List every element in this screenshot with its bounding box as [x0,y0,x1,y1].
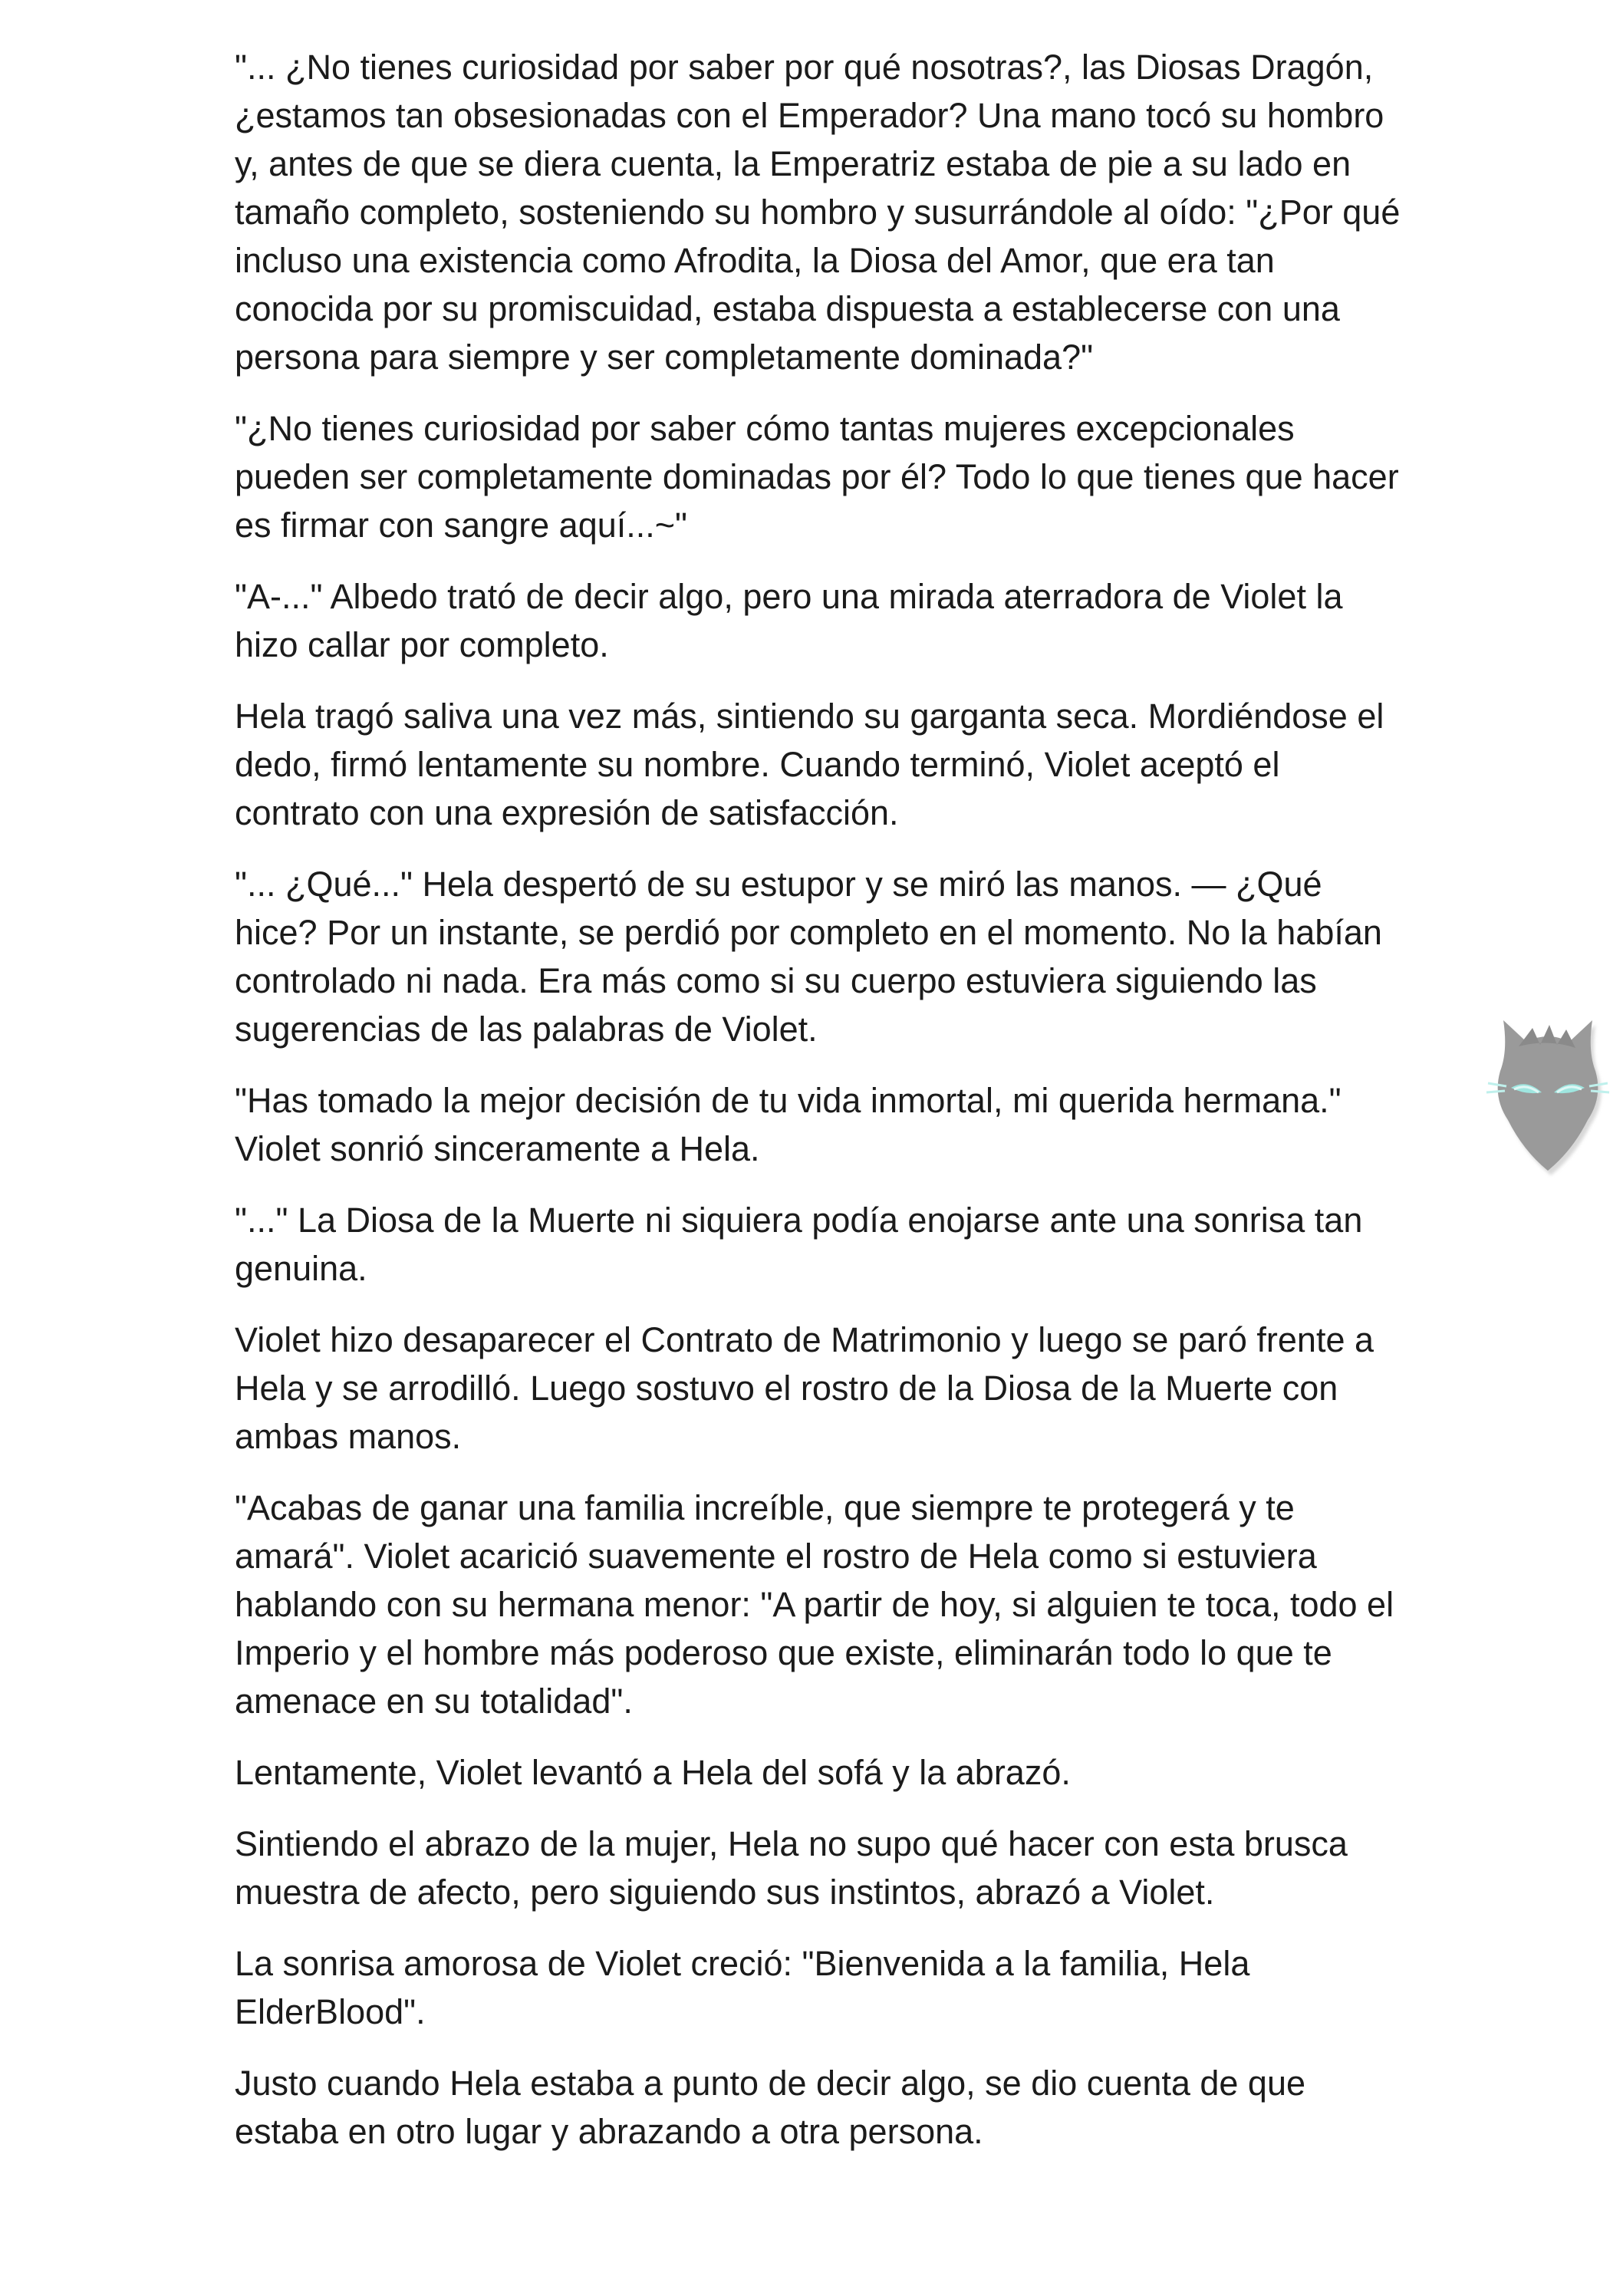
demon-head-icon [1473,997,1623,1178]
paragraph: "... ¿Qué..." Hela despertó de su estupor y se miró las manos. — ¿Qué hice? Por un instante, se perdió por completo en el momento. No la habían controlado ni nada. Era más como si su cuerpo estuviera siguiendo las sugerencias de las palabras de Violet. [235,865,1382,1049]
paragraph: Sintiendo el abrazo de la mujer, Hela no supo qué hacer con esta brusca muestra de afecto, pero siguiendo sus instintos, abrazó a Violet. [235,1824,1348,1912]
paragraph: "... ¿No tienes curiosidad por saber por qué nosotras?, las Diosas Dragón, ¿estamos tan obsesionadas con el Emperador? Una mano tocó su hombro y, antes de que se diera cuenta, la Emperatriz estaba de pie a su lado en tamaño completo, sosteniendo su hombro y susurrándole al oído: "¿Por qué incluso una existencia como Afrodita, la Diosa del Amor, que era tan conocida por su promiscuidad, estaba dispuesta a establecerse con una persona para siempre y ser completamente dominada?" [235,48,1401,377]
paragraph: "A-..." Albedo trató de decir algo, pero una mirada aterradora de Violet la hizo callar por completo. [235,577,1343,664]
paragraph: "Has tomado la mejor decisión de tu vida inmortal, mi querida hermana." Violet sonrió sinceramente a Hela. [235,1081,1342,1168]
paragraph: "Acabas de ganar una familia increíble, que siempre te protegerá y te amará". Violet acarició suavemente el rostro de Hela como si estuviera hablando con su hermana menor: "A partir de hoy, si alguien te toca, todo el Imperio y el hombre más poderoso que existe, eliminarán todo lo que te amenace en su totalidad". [235,1488,1394,1721]
paragraph: Lentamente, Violet levantó a Hela del sofá y la abrazó. [235,1753,1071,1792]
paragraph: La sonrisa amorosa de Violet creció: "Bienvenida a la familia, Hela ElderBlood". [235,1944,1250,2031]
paragraph: "¿No tienes curiosidad por saber cómo tantas mujeres excepcionales pueden ser completamente dominadas por él? Todo lo que tienes que hacer es firmar con sangre aquí...~" [235,409,1399,545]
paragraph: "..." La Diosa de la Muerte ni siquiera podía enojarse ante una sonrisa tan genuina. [235,1201,1363,1288]
paragraph: Hela tragó saliva una vez más, sintiendo su garganta seca. Mordiéndose el dedo, firmó lentamente su nombre. Cuando terminó, Violet aceptó el contrato con una expresión de satisfacción. [235,697,1384,832]
chapter-text [235,43,1408,2179]
paragraph: Justo cuando Hela estaba a punto de decir algo, se dio cuenta de que estaba en otro lugar y abrazando a otra persona. [235,2064,1306,2151]
paragraph: Violet hizo desaparecer el Contrato de Matrimonio y luego se paró frente a Hela y se arrodilló. Luego sostuvo el rostro de la Diosa de la Muerte con ambas manos. [235,1320,1374,1456]
